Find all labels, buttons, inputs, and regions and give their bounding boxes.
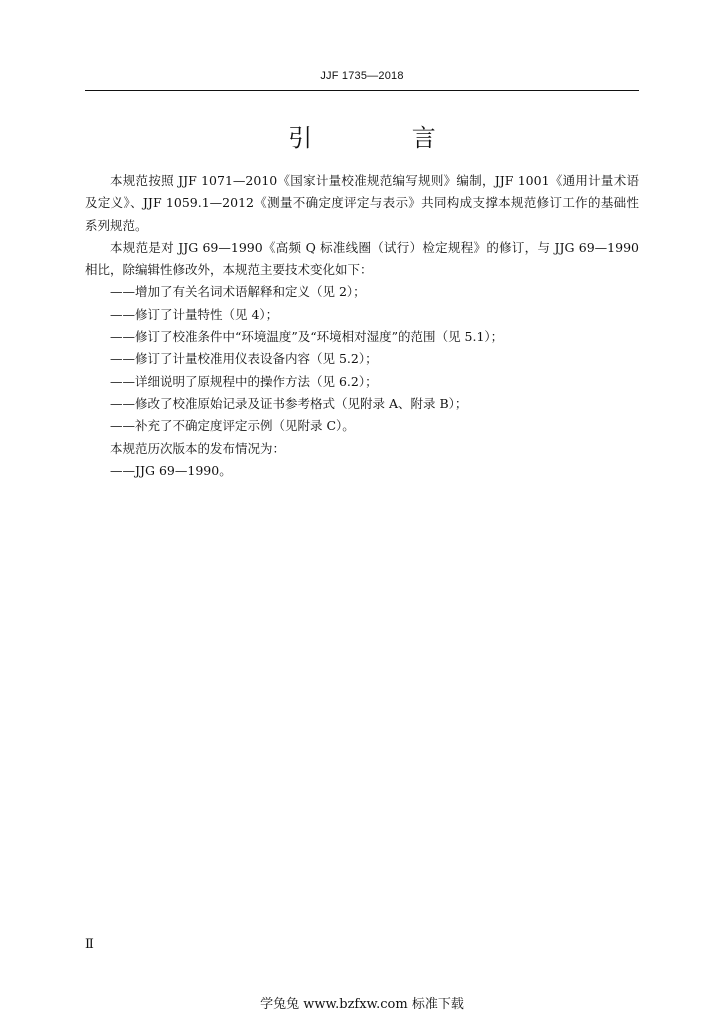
page-number: Ⅱ <box>85 937 94 952</box>
list-item: ——补充了不确定度评定示例（见附录 C）。 <box>110 418 355 434</box>
list-item: ——增加了有关名词术语解释和定义（见 2）； <box>110 284 366 300</box>
watermark-footer: 学兔兔 www.bzfxw.com 标准下载 <box>260 997 464 1012</box>
intro-paragraph-1: 本规范按照 JJF 1071—2010《国家计量校准规范编写规则》编制，JJF 1001《通用计量术语及定义》、JJF 1059.1—2012《测量不确定度评定与表示》共同构成支撑本规范修订工作的基础性系列规范。 <box>85 173 639 233</box>
header-divider <box>85 90 639 91</box>
list-item: ——修订了计量校准用仪表设备内容（见 5.2）； <box>110 351 378 367</box>
standard-code-header: JJF 1735—2018 <box>320 70 404 82</box>
history-intro: 本规范历次版本的发布情况为： <box>110 440 286 456</box>
list-item: ——JJG 69—1990。 <box>110 462 232 478</box>
intro-paragraph-2: 本规范是对 JJG 69—1990《高频 Q 标准线圈（试行）检定规程》的修订，与 JJG 69—1990 相比，除编辑性修改外，本规范主要技术变化如下： <box>85 239 639 278</box>
list-item: ——修订了校准条件中“环境温度”及“环境相对湿度”的范围（见 5.1）； <box>110 329 504 345</box>
section-title: 引 言 <box>288 124 482 152</box>
list-item: ——详细说明了原规程中的操作方法（见 6.2）； <box>110 373 378 389</box>
changes-list <box>85 281 639 437</box>
list-item: ——修订了计量特性（见 4）； <box>110 306 279 322</box>
body-content <box>85 170 639 482</box>
list-item: ——修改了校准原始记录及证书参考格式（见附录 A、附录 B）； <box>110 395 468 411</box>
history-list <box>85 460 639 482</box>
